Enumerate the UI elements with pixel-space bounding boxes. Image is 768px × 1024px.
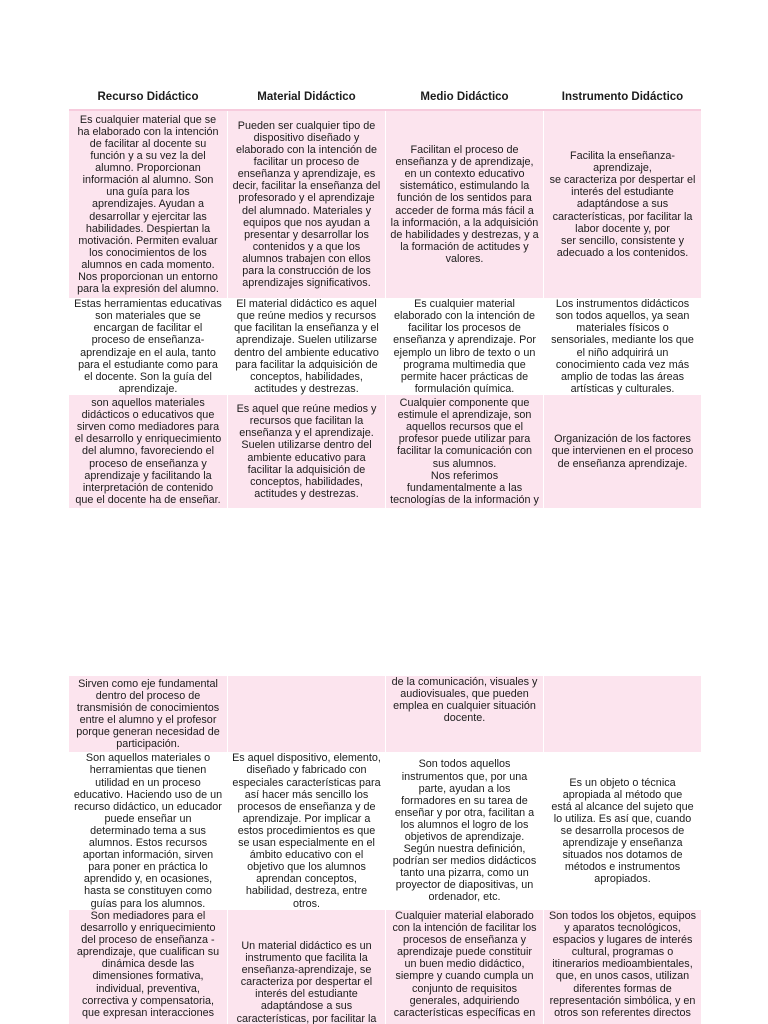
cell-instrumento-didactico (543, 676, 701, 752)
cell-recurso-didactico: Son aquellos materiales o herramientas que tienen utilidad en un proceso educativo. Haciendo uso de un recurso didáctico, un educador puede enseñar un determinado tema a sus alumnos. Estos recursos aportan información, sirven para poner en práctica lo aprendido y, en ocasiones, hasta se constituyen como guías para los alumnos. (73, 752, 223, 910)
cell-medio-didactico: Son todos aquellos instrumentos que, por una parte, ayudan a los formadores en su tarea de enseñar y por otra, facilitan a los alumnos el logro de los objetivos de aprendizaje. Según nuestra definición, podrían ser medios didácticos tanto una pizarra, como un proyector de diapositivas, un ordenador, etc. (385, 752, 543, 910)
table-row (69, 111, 701, 298)
cell-medio-didactico: Cualquier material elaborado con la intención de facilitar los procesos de enseñanza y aprendizaje puede constituir un buen medio didáctico, siempre y cuando cumpla un conjunto de requisitos generales, adquiriendo características específicas en (385, 910, 543, 1024)
cell-instrumento-didactico: Facilita la enseñanza- aprendizaje, se caracteriza por despertar el interés del estudiante adaptándose a sus características, por facilitar la labor docente y, por ser sencillo, consistente y adecuado a los contenidos. (543, 111, 701, 298)
cell-material-didactico: Un material didáctico es un instrumento que facilita la enseñanza-aprendizaje, se caracteriza por despertar el interés del estudiante adaptándose a sus características, por facilitar la (227, 910, 385, 1024)
cell-material-didactico (227, 676, 385, 752)
cell-recurso-didactico: son aquellos materiales didácticos o educativos que sirven como mediadores para el desarrollo y enriquecimiento del alumno, favoreciendo el proceso de enseñanza y aprendizaje y facilitando la interpretación de contenido que el docente ha de enseñar. (74, 397, 222, 506)
cell-instrumento-didactico: Organización de los factores que intervienen en el proceso de enseñanza aprendizaje. (543, 395, 701, 508)
cell-instrumento-didactico: Es un objeto o técnica apropiada al método que está al alcance del sujeto que lo utiliza. Es así que, cuando se desarrolla procesos de aprendizaje y enseñanza situados nos dotamos de métodos e instrumentos apropiados. (543, 752, 701, 910)
cell-material-didactico: El material didáctico es aquel que reúne medios y recursos que facilitan la enseñanza y el aprendizaje. Suelen utilizarse dentro del ambiente educativo para facilitar la adquisición de conceptos, habilidades, actitudes y destrezas. (227, 298, 385, 395)
table-header-row (69, 84, 701, 111)
cell-material-didactico: Pueden ser cualquier tipo de dispositivo diseñado y elaborado con la intención de facilitar un proceso de enseñanza y aprendizaje, es decir, facilitar la enseñanza del profesorado y el aprendizaje del alumnado. Materiales y equipos que nos ayudan a presentar y desarrollar los contenidos y a que los alumnos trabajen con ellos para la construcción de los aprendizajes significativos. (227, 111, 385, 298)
column-header-medio-didactico: Medio Didáctico (385, 84, 543, 109)
table-row (69, 910, 701, 1024)
cell-material-didactico: Es aquel dispositivo, elemento, diseñado y fabricado con especiales características para así hacer más sencillo los procesos de enseñanza y de aprendizaje. Por implicar a estos procedimientos es que se usan especialmente en el ámbito educativo con el objetivo que los alumnos aprendan conceptos, habilidad, destreza, entre otros. (227, 752, 385, 910)
column-header-material-didactico: Material Didáctico (227, 84, 385, 109)
cell-material-didactico: Es aquel que reúne medios y recursos que facilitan la enseñanza y el aprendizaje. Suelen utilizarse dentro del ambiente educativo para facilitar la adquisición de conceptos, habilidades, actitudes y destrezas. (227, 395, 385, 508)
cell-recurso-didactico: Sirven como eje fundamental dentro del proceso de transmisión de conocimientos entre el alumno y el profesor porque generan necesidad de participación. (76, 677, 220, 751)
cell-medio-didactico: Cualquier componente que estimule el aprendizaje, son aquellos recursos que el profesor puede utilizar para facilitar la comunicación con sus alumnos. Nos referimos fundamentalmente a las tecnologías de la información y (385, 395, 543, 508)
table-row (69, 676, 701, 752)
cell-medio-didactico: de la comunicación, visuales y audiovisuales, que pueden emplea en cualquier situación docente. (385, 676, 543, 752)
cell-medio-didactico: Es cualquier material elaborado con la intención de facilitar los procesos de enseñanza y aprendizaje. Por ejemplo un libro de texto o un programa multimedia que permite hacer prácticas de formulación química. (385, 298, 543, 395)
column-header-recurso-didactico: Recurso Didáctico (97, 90, 199, 103)
cell-recurso-didactico: Estas herramientas educativas son materiales que se encargan de facilitar el proceso de enseñanza- aprendizaje en el aula, tanto para el estudiante como para el docente. Son la guía del aprendizaje. (74, 298, 222, 395)
cell-instrumento-didactico: Son todos los objetos, equipos y aparatos tecnológicos, espacios y lugares de interés cultural, programas o itinerarios medioambientales, que, en unos casos, utilizan diferentes formas de representación simbólica, y en otros son referentes directos (543, 910, 701, 1024)
cell-recurso-didactico: Es cualquier material que se ha elaborado con la intención de facilitar al docente su función y a su vez la del alumno. Proporcionan información al alumno. Son una guía para los aprendizajes. Ayudan a desarrollar y ejercitar las habilidades. Despiertan la motivación. Permiten evaluar los conocimientos de los alumnos en cada momento. Nos proporcionan un entorno para la expresión del alumno. (77, 113, 219, 296)
cell-medio-didactico: Facilitan el proceso de enseñanza y de aprendizaje, en un contexto educativo sistemático, estimulando la función de los sentidos para acceder de forma más fácil a la información, a la adquisición de habilidades y destrezas, y a la formación de actitudes y valores. (385, 111, 543, 298)
table-row (69, 752, 701, 910)
table-row (69, 395, 701, 508)
table-row (69, 298, 701, 395)
cell-recurso-didactico: Son mediadores para el desarrollo y enriquecimiento del proceso de enseñanza - aprendizaje, que cualifican su dinámica desde las dimensiones formativa, individual, preventiva, correctiva y compensatoria, que expresan interacciones (76, 910, 220, 1019)
column-header-instrumento-didactico: Instrumento Didáctico (543, 84, 701, 109)
cell-instrumento-didactico: Los instrumentos didácticos son todos aquellos, ya sean materiales físicos o sensoriales, mediante los que el niño adquirirá un conocimiento cada vez más amplio de todas las áreas artísticas y culturales. (543, 298, 701, 395)
